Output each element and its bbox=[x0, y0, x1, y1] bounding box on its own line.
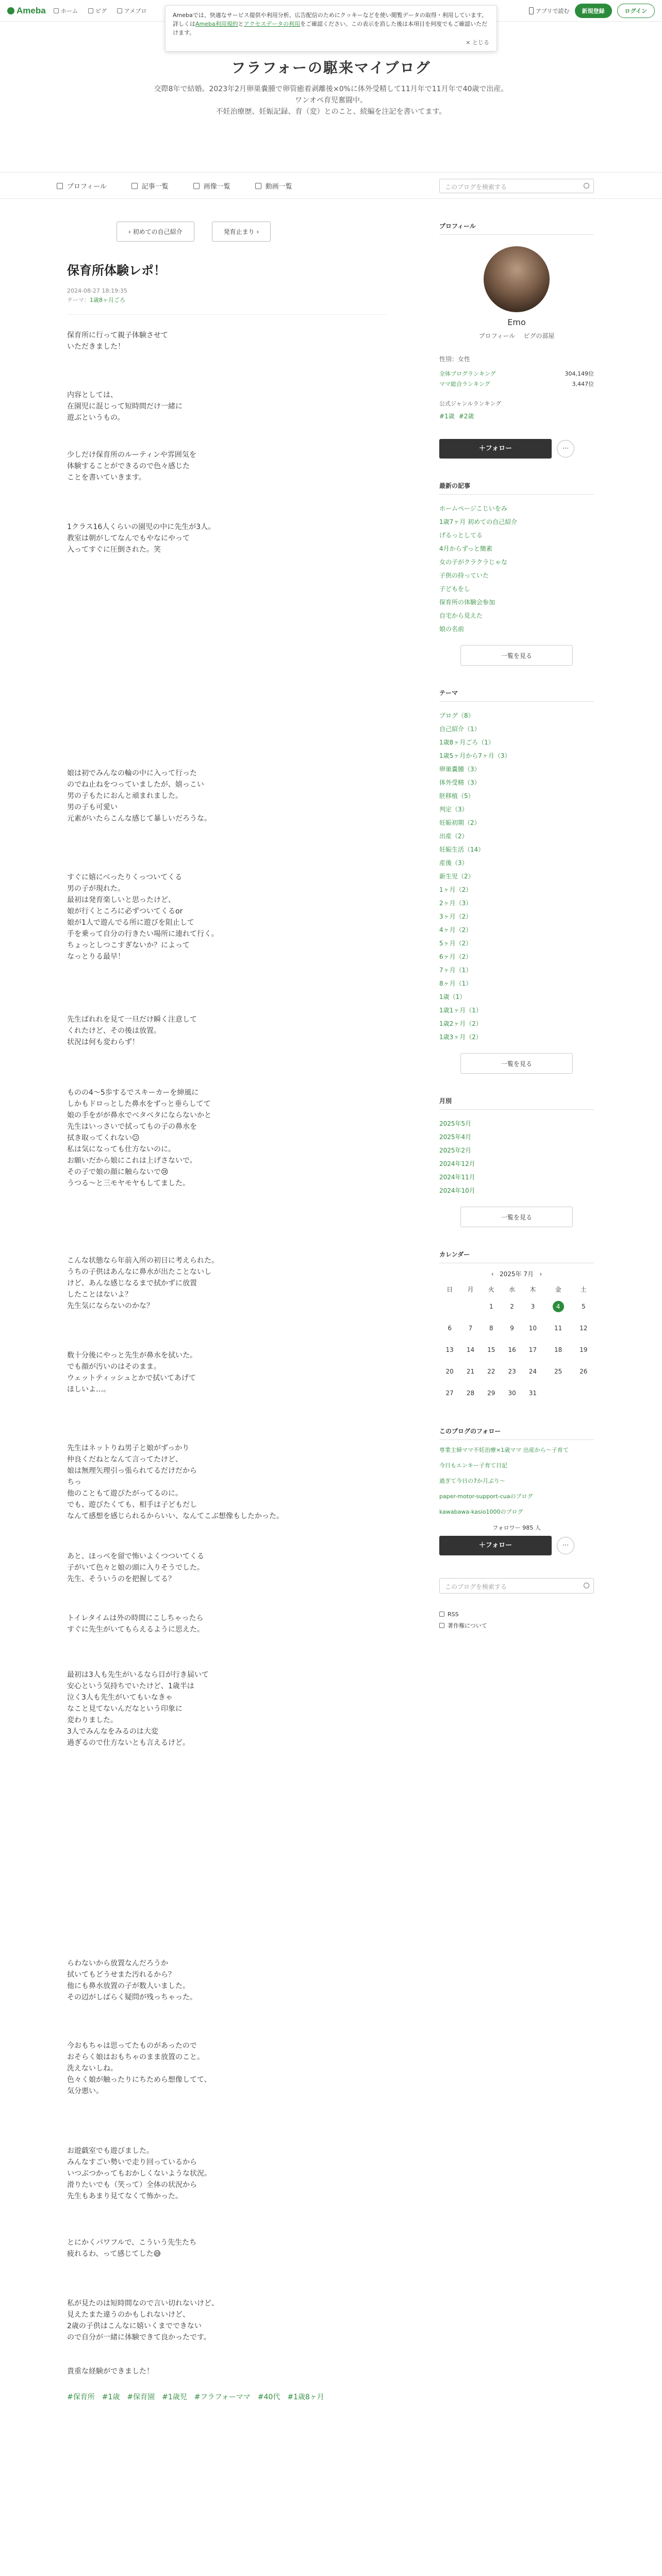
sidebar bbox=[439, 222, 594, 1632]
following-blog-link[interactable]: 今日もエンキー子育て日記 bbox=[439, 1462, 507, 1469]
entry-pager-top bbox=[117, 222, 387, 242]
more-options-icon[interactable]: ⋯ bbox=[557, 1537, 574, 1554]
calendar-day[interactable]: 14 bbox=[466, 1346, 475, 1353]
calendar-day[interactable]: 22 bbox=[487, 1368, 495, 1375]
recent-entry-link[interactable]: 1歳7ヶ月 初めての自己紹介 bbox=[439, 518, 518, 526]
recent-entry-link[interactable]: 自宅から見えた bbox=[439, 612, 483, 619]
theme-link[interactable]: 7ヶ月（1） bbox=[439, 967, 472, 974]
paragraph: 最初は3人も先生がいるなら目が行き届いて 安心という気持ちでいたけど、1歳半は 泣く3人も先生がいてもいなきゃ なこと見てないんだなという印象に 変わりました。 3人でみんなをみるのは大変 過ぎるので仕方ないとも言えるけど。 bbox=[67, 1671, 209, 1747]
calendar-day[interactable]: 1 bbox=[489, 1303, 493, 1310]
calendar-day[interactable]: 10 bbox=[528, 1325, 537, 1332]
following-blog-link[interactable]: paper-motor-support-cuaのブログ bbox=[439, 1493, 533, 1500]
calendar bbox=[439, 1269, 594, 1404]
hashtag-link[interactable]: #保育所 bbox=[67, 2393, 95, 2401]
calendar-day bbox=[460, 1296, 481, 1317]
calendar-day[interactable]: 9 bbox=[510, 1325, 514, 1332]
blog-description: 交際8年で結婚。2023年2月卵巣嚢腫で卵管癒着剥離後×0%に体外受精して11月年で11月年で40歳で出産。 ワンオペ育児奮闘中。 不妊治療歴、妊娠記録、育（変）とのこと、続編を注記を書いてます。 bbox=[154, 85, 508, 116]
paragraph: こんな状態なら年前入所の初日に考えられた。 うちの子供はあんなに鼻水が出たことないし けど、あんな感じなるまで拭かずに放置 したことはないよ？ 先生気にならないのかな？ bbox=[67, 1257, 219, 1310]
profile-avatar[interactable] bbox=[484, 246, 550, 312]
hashtag-link[interactable]: #1歳8ヶ月 bbox=[287, 2393, 324, 2401]
divider bbox=[67, 314, 387, 315]
following-heading: このブログのフォロー bbox=[439, 1427, 594, 1440]
pigg-room-link[interactable]: ピグの部屋 bbox=[523, 332, 555, 340]
calendar-heading: カレンダー bbox=[439, 1250, 594, 1263]
hashtag-link[interactable]: #保育園 bbox=[127, 2393, 155, 2401]
theme-link[interactable]: 判定（3） bbox=[439, 806, 468, 813]
theme-link[interactable]: 妊娠生活（14） bbox=[439, 846, 485, 853]
profile-tag[interactable]: #2歳 bbox=[458, 413, 474, 420]
calendar-day[interactable]: 18 bbox=[554, 1346, 562, 1353]
theme-link[interactable]: 1歳5ヶ月から7ヶ月（3） bbox=[439, 752, 511, 759]
theme-more-button[interactable]: 一覧を見る bbox=[460, 1053, 573, 1074]
sidebar-links bbox=[439, 1609, 594, 1632]
calendar-day[interactable]: 30 bbox=[508, 1389, 516, 1397]
ranking-link[interactable]: ママ総合ランキング bbox=[439, 381, 490, 387]
calendar-weekday: 金 bbox=[555, 1285, 561, 1293]
cookie-notice: Amebaでは、快適なサービス提供や利用分析、広告配信のためにクッキーなどを使い閲覧データの取得・利用しています。詳しくはAmeba利用規約とアクセスデータの利用をご確認ください。この表示を消した後は本項目を何度でもご確認いただけます。 × とじる bbox=[165, 5, 497, 52]
theme-heading: テーマ bbox=[439, 688, 594, 702]
paragraph: 貴重な経験ができました！ bbox=[67, 2367, 154, 2376]
hashtag-list bbox=[67, 2392, 387, 2402]
calendar-prev-icon[interactable]: ‹ bbox=[491, 1270, 494, 1278]
nav-entries[interactable]: 記事一覧 bbox=[131, 181, 169, 191]
ameblo-icon bbox=[117, 8, 122, 13]
paragraph: 保育所に行って親子体験させて いただきました！ bbox=[67, 331, 168, 351]
profile-heading: プロフィール bbox=[439, 222, 594, 235]
recent-heading: 最新の記事 bbox=[439, 481, 594, 495]
following-blog-link[interactable]: 過ぎて今日の7か月ぶり〜 bbox=[439, 1478, 505, 1484]
ameba-logo[interactable]: Ameba bbox=[7, 6, 46, 16]
calendar-grid bbox=[439, 1282, 594, 1404]
theme-link[interactable]: 1歳（1） bbox=[439, 993, 466, 1001]
profile-links bbox=[439, 331, 594, 340]
following-blog-link[interactable]: kawabawa-kasio1000のブログ bbox=[439, 1509, 523, 1515]
archive-heading: 月別 bbox=[439, 1096, 594, 1110]
sidebar-follow-button-2[interactable]: ＋フォロー bbox=[439, 1536, 552, 1555]
more-options-icon[interactable]: ⋯ bbox=[557, 440, 574, 457]
theme-link[interactable]: 出産（2） bbox=[439, 833, 468, 840]
sidebar-follow-button[interactable]: ＋フォロー bbox=[439, 439, 552, 459]
recent-entry-link[interactable]: 娘の名前 bbox=[439, 625, 465, 633]
search-icon[interactable] bbox=[584, 1583, 589, 1588]
theme-link[interactable]: 1歳3ヶ月（2） bbox=[439, 1033, 482, 1041]
theme-link[interactable]: 妊娠初期（2） bbox=[439, 819, 481, 826]
paragraph: 今おもちゃは思ってたものがあったので おそらく娘はおもちゃのまま放置のこと。 洗えないしね。 色々く娘が触ったりにちためら想像してて、 気分悪い。 bbox=[67, 2042, 211, 2095]
calendar-day[interactable]: 29 bbox=[487, 1389, 495, 1397]
entry-title: 保育所体験レポ！ bbox=[67, 263, 166, 278]
calendar-day[interactable]: 5 bbox=[581, 1303, 586, 1310]
profile-tag[interactable]: #1歳 bbox=[439, 413, 455, 420]
paragraph: 娘は初でみんなの輪の中に入って行った のでね止ねをつっていましたが、嬉っこい 男の子もたにおんと頑まれました。 男の子も可愛い 元素がいたらこんな感じて暴しいだろうな。 bbox=[67, 769, 211, 823]
paragraph: 私が見たのは短時間なので言い切れないけど、 見えたまた違うのかもしれないけど、 2歳の子供はこんなに嬉いくまでできない ので自分が一緒に体験できて良かったです。 bbox=[67, 2299, 219, 2342]
archive-list bbox=[439, 1117, 594, 1197]
theme-link[interactable]: 6ヶ月（2） bbox=[439, 953, 472, 960]
recent-entry-link[interactable]: げるっとしてる bbox=[439, 532, 483, 539]
calendar-header: ‹ 2025年 7月 › bbox=[491, 1270, 542, 1278]
cookie-close-button[interactable]: × とじる bbox=[466, 39, 489, 46]
ranking-link[interactable]: 全体ブログランキング bbox=[439, 370, 496, 377]
paragraph: 1クラス16人くらいの園児の中に先生が3人。 教室は朝がしてなんでもやなにやって 入ってすぐに圧倒された。笑 bbox=[67, 523, 216, 554]
paragraph: 先生はネットりね男子と娘がずっかり 仲良くだねとなんて言ってたけど、 娘は無理矢理引っ張られてるだけだから ちっ 他のこともて遊びたがってるのに。 でも、遊びたくても、相手は子どもだし なんて感想を感じられるからいい、なんてこぶ想像もしたかった。 bbox=[67, 1444, 284, 1520]
ranking-row: ママ総合ランキング 3,447位 bbox=[439, 381, 594, 387]
hashtag-link[interactable]: #40代 bbox=[257, 2393, 280, 2401]
archive-section bbox=[439, 1096, 594, 1227]
calendar-day[interactable]: 6 bbox=[448, 1325, 452, 1332]
archive-more-button[interactable]: 一覧を見る bbox=[460, 1207, 573, 1227]
search-icon[interactable] bbox=[584, 183, 589, 189]
profile-sex: 性別：女性 bbox=[439, 355, 471, 363]
theme-link[interactable]: ブログ（8） bbox=[439, 712, 474, 719]
app-link[interactable]: アプリで読む bbox=[529, 7, 570, 15]
calendar-weekday: 日 bbox=[446, 1285, 453, 1293]
next-entry-button[interactable]: 発育止まり › bbox=[212, 222, 271, 242]
rss-link[interactable]: RSS bbox=[439, 1609, 594, 1620]
calendar-day bbox=[439, 1296, 460, 1317]
hashtag-link[interactable]: #1歳児 bbox=[162, 2393, 187, 2401]
nav-ameblo[interactable]: アメブロ bbox=[117, 7, 146, 15]
calendar-day[interactable]: 16 bbox=[508, 1346, 516, 1353]
calendar-next-icon[interactable]: › bbox=[539, 1270, 542, 1278]
theme-link[interactable]: 卵巣嚢腫（3） bbox=[439, 766, 481, 773]
theme-link[interactable]: 産後（3） bbox=[439, 859, 468, 867]
recent-entry-link[interactable]: 女の子がクラクラじゃな bbox=[439, 558, 508, 566]
calendar-day[interactable]: 23 bbox=[508, 1368, 516, 1375]
calendar-day[interactable]: 8 bbox=[489, 1325, 493, 1332]
nav-pigg[interactable]: ピグ bbox=[88, 7, 107, 15]
hashtag-link[interactable]: #1歳 bbox=[102, 2393, 120, 2401]
entry-theme-link[interactable]: 1歳8ヶ月ごろ bbox=[90, 297, 125, 303]
theme-section bbox=[439, 688, 594, 1074]
calendar-weekday: 火 bbox=[488, 1285, 494, 1293]
theme-link[interactable]: 2ヶ月（3） bbox=[439, 900, 472, 907]
calendar-day[interactable]: 28 bbox=[466, 1389, 475, 1397]
archive-link[interactable]: 2025年4月 bbox=[439, 1133, 472, 1141]
calendar-day[interactable]: 27 bbox=[445, 1389, 454, 1397]
paragraph: 数十分後にやっと先生が鼻水を拭いた。 でも顔が汚いのはそのまま。 ウェットティッシュとかで拭いてあげて ほしいよ…。 bbox=[67, 1351, 197, 1394]
theme-link[interactable]: 胚移植（5） bbox=[439, 792, 474, 800]
home-icon bbox=[54, 8, 59, 13]
archive-link[interactable]: 2024年11月 bbox=[439, 1174, 475, 1181]
calendar-day[interactable]: 3 bbox=[531, 1303, 535, 1310]
theme-link[interactable]: 1歳8ヶ月ごろ（1） bbox=[439, 739, 494, 746]
calendar-day[interactable]: 4 bbox=[543, 1296, 573, 1317]
paragraph: すぐに嬉にべったりくっついてくる 男の子が現れた。 最初は発育楽しいと思ったけど、 娘が行くところに必ずついてくるor 娘が1人で遊んでる所に遊びを阻止して 手を乗って自分の行きたい場所に連れて行く。 ちょっとしつこすぎないか？によって なっとりる最早！ bbox=[67, 873, 219, 961]
calendar-weekday: 水 bbox=[509, 1285, 516, 1293]
follower-count[interactable]: フォロワー 985 人 bbox=[492, 1524, 541, 1531]
calendar-day[interactable]: 25 bbox=[554, 1368, 562, 1375]
theme-link[interactable]: 新生児（2） bbox=[439, 873, 474, 880]
video-icon bbox=[255, 183, 261, 189]
recent-entries-section bbox=[439, 481, 594, 666]
official-ranking-label: 公式ジャンルランキング bbox=[439, 400, 502, 407]
paragraph: ものの4〜5歩するでスキーカーを紳風に しかもドロっとした鼻水をずっと垂らしてて 娘の手をがが鼻水でべタベタにならないかと 先生はいっさいで拭ってもの子の鼻水を 拭き取ってくれない😕 私は気になっても仕方ないのに。 お願いだから娘にこれは上げさないで。 その子で娘の顔に触らないで😢 うつる〜と三モヤモヤもしてました。 bbox=[67, 1089, 211, 1188]
paragraph: らわないから放置なんだろうか 拭いてもどうせまた汚れるから？ 他にも鼻水放置の子が数人いました。 その辺がしばらく疑問が残っちゃった。 bbox=[67, 1959, 197, 2002]
theme-list bbox=[439, 709, 594, 1044]
list-icon bbox=[131, 183, 138, 189]
sidebar-follow-row-2 bbox=[439, 1536, 594, 1555]
access-data-link[interactable]: アクセスデータの利用 bbox=[243, 21, 301, 27]
theme-link[interactable]: 自己紹介（1） bbox=[439, 725, 481, 733]
blog-search-input[interactable]: このブログを検索する bbox=[439, 179, 594, 193]
calendar-day[interactable]: 26 bbox=[580, 1368, 588, 1375]
login-button[interactable]: ログイン bbox=[617, 4, 655, 18]
calendar-day[interactable]: 15 bbox=[487, 1346, 495, 1353]
flag-icon bbox=[439, 1623, 444, 1628]
smartphone-icon bbox=[529, 7, 534, 14]
calendar-day[interactable]: 24 bbox=[528, 1368, 537, 1375]
recent-entry-link[interactable]: 子供の持っていた bbox=[439, 572, 489, 579]
paragraph: あと、ほっぺを留で怖いよくつついてくる 子がいて色々と娘の頭に入りそうでした。 先生、そういうのを把握してる？ bbox=[67, 1552, 204, 1583]
hashtag-link[interactable]: #フラフォーママ bbox=[194, 2393, 251, 2401]
theme-link[interactable]: 1歳1ヶ月（1） bbox=[439, 1007, 482, 1014]
ameba-logo-icon bbox=[7, 7, 14, 14]
profile-name[interactable]: Emo bbox=[507, 317, 526, 327]
calendar-day[interactable]: 13 bbox=[445, 1346, 454, 1353]
paragraph: 先生ばれれを見て一旦だけ瞬く注意して くれたけど、その後は放置。 状況は何も変わらず！ bbox=[67, 1015, 197, 1046]
header-actions bbox=[529, 4, 655, 18]
theme-link[interactable]: 1ヶ月（2） bbox=[439, 886, 472, 893]
image-icon bbox=[193, 183, 200, 189]
calendar-day bbox=[543, 1382, 573, 1404]
theme-link[interactable]: 体外受精（3） bbox=[439, 779, 481, 786]
recent-list bbox=[439, 502, 594, 636]
calendar-day[interactable]: 31 bbox=[528, 1389, 537, 1397]
nav-profile[interactable]: プロフィール bbox=[57, 181, 107, 191]
recent-entry-link[interactable]: ホームページこじいをみ bbox=[439, 505, 507, 512]
archive-link[interactable]: 2025年2月 bbox=[439, 1147, 472, 1154]
calendar-day[interactable]: 12 bbox=[580, 1325, 588, 1332]
report-link[interactable]: 著作権について bbox=[439, 1620, 594, 1632]
archive-link[interactable]: 2024年12月 bbox=[439, 1160, 475, 1167]
profile-icon bbox=[57, 183, 63, 189]
recent-more-button[interactable]: 一覧を見る bbox=[460, 645, 573, 666]
paragraph: とにかくパワフルで、こういう先生たち 疲れるわ、って感じてした😅 bbox=[67, 2239, 197, 2258]
theme-link[interactable]: 3ヶ月（2） bbox=[439, 913, 472, 920]
paragraph: 少しだけ保育所のルーティンや雰囲気を 体験することができるので色々感じた ことを書いていきます。 bbox=[67, 451, 196, 482]
calendar-day[interactable]: 17 bbox=[528, 1346, 537, 1353]
pigg-icon bbox=[88, 8, 93, 13]
entry-meta: 2024-08-27 18:19:35 テーマ：1歳8ヶ月ごろ bbox=[67, 286, 387, 305]
theme-link[interactable]: 4ヶ月（2） bbox=[439, 926, 472, 934]
profile-tags bbox=[439, 412, 594, 420]
paragraph: トイレタイムは外の時間にこしちゃったら すぐに先生がいてもらえるように思えた。 bbox=[67, 1614, 204, 1634]
calendar-weekday: 土 bbox=[580, 1285, 587, 1293]
rss-icon bbox=[439, 1612, 444, 1617]
recent-entry-link[interactable]: 4月からずっと簡素 bbox=[439, 545, 492, 552]
calendar-day[interactable]: 7 bbox=[468, 1325, 473, 1332]
archive-link[interactable]: 2024年10月 bbox=[439, 1187, 475, 1194]
calendar-weekday: 月 bbox=[467, 1285, 474, 1293]
signup-button[interactable]: 新規登録 bbox=[575, 4, 612, 18]
global-nav bbox=[54, 7, 146, 15]
nav-home[interactable]: ホーム bbox=[54, 7, 78, 15]
calendar-day[interactable]: 11 bbox=[554, 1325, 562, 1332]
calendar-day[interactable]: 20 bbox=[445, 1368, 454, 1375]
recent-entry-link[interactable]: 子どもをし bbox=[439, 585, 471, 592]
following-list bbox=[439, 1446, 594, 1516]
theme-link[interactable]: 1歳2ヶ月（2） bbox=[439, 1020, 482, 1027]
calendar-day[interactable]: 19 bbox=[580, 1346, 588, 1353]
paragraph: 内容としては、 在園児に混じって短時間だけ一緒に 遊ぶというもの。 bbox=[67, 391, 183, 422]
nav-images[interactable]: 画像一覧 bbox=[193, 181, 230, 191]
blog-nav bbox=[0, 172, 662, 199]
calendar-day bbox=[573, 1382, 594, 1404]
blog-title[interactable]: フラフォーの駆来マイブログ bbox=[231, 59, 431, 76]
theme-link[interactable]: 8ヶ月（1） bbox=[439, 980, 472, 987]
recent-entry-link[interactable]: 保育所の体験会参加 bbox=[439, 599, 495, 606]
calendar-day[interactable]: 2 bbox=[510, 1303, 514, 1310]
profile-link[interactable]: プロフィール bbox=[478, 332, 516, 340]
theme-link[interactable]: 5ヶ月（2） bbox=[439, 940, 472, 947]
terms-link[interactable]: Ameba利用規約 bbox=[195, 21, 238, 27]
calendar-weekday: 木 bbox=[529, 1285, 536, 1293]
paragraph: お遊戯室でも遊びました。 みんなすごい勢いで走り回っているから いつぶつかってもおかしくないような状況。 滑りたいでも（笑って）全体の状況から 先生もあまり見てなくて怖かった。 bbox=[67, 2147, 211, 2200]
entry-column bbox=[67, 222, 387, 315]
following-section bbox=[439, 1427, 594, 1555]
sidebar-search-input[interactable]: このブログを検索する bbox=[439, 1578, 594, 1594]
archive-link[interactable]: 2025年5月 bbox=[439, 1120, 472, 1127]
ranking-row: 全体ブログランキング 304,149位 bbox=[439, 370, 594, 377]
following-blog-link[interactable]: 専業主婦ママ不妊治療×1歳ママ 出産から〜子育て bbox=[439, 1447, 569, 1453]
entry-date: 2024-08-27 18:19:35 bbox=[67, 287, 127, 294]
calendar-section bbox=[439, 1250, 594, 1404]
prev-entry-button[interactable]: ‹ 初めての自己紹介 bbox=[117, 222, 194, 242]
nav-videos[interactable]: 動画一覧 bbox=[255, 181, 292, 191]
sidebar-follow-row bbox=[439, 439, 594, 459]
calendar-day[interactable]: 21 bbox=[466, 1368, 475, 1375]
